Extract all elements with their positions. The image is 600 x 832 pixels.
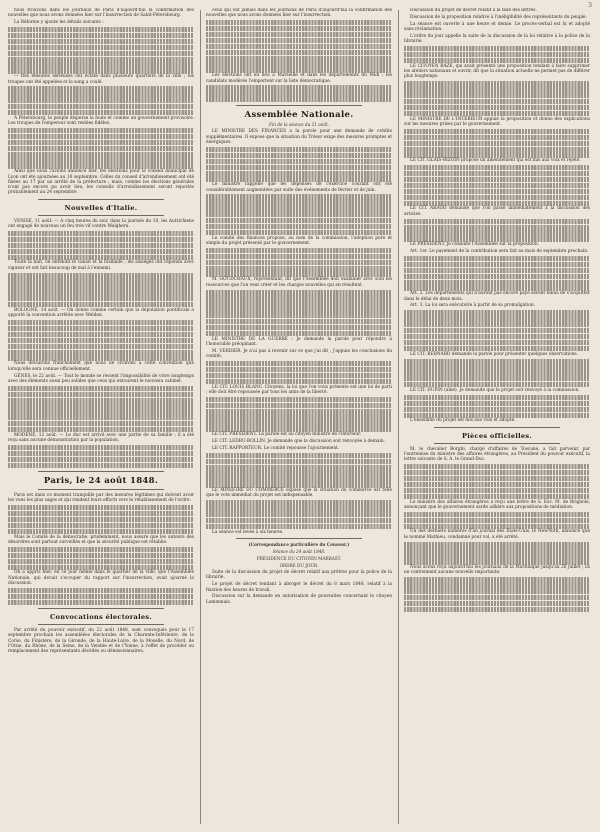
text-line xyxy=(206,367,392,372)
text-line xyxy=(206,453,392,458)
text-line xyxy=(206,512,392,517)
text-line xyxy=(206,254,392,259)
text-line xyxy=(404,58,590,63)
text-line xyxy=(206,218,392,223)
text-line xyxy=(404,470,590,475)
paris-para-2: On a appris hier, en ce jour même dans le quartier de la ville, que l'Assemblée Nationale, qui devait s'occuper du rapport sur l'insurrection, avait ajourné la discussion. xyxy=(8,570,194,586)
paris-para-0: Paris est dans ce moment tranquille par des mesures légitimes qui doivent avoir les vues les plus sages et qui rendent leurs efforts vers le rétablissement de l'ordre. xyxy=(8,493,194,504)
text-line xyxy=(404,583,590,588)
text-line xyxy=(404,274,590,279)
text-line xyxy=(404,147,590,152)
text-line xyxy=(8,600,194,605)
text-line xyxy=(404,376,590,381)
text-line xyxy=(8,421,194,426)
text-line xyxy=(206,61,392,66)
text-line xyxy=(206,260,392,265)
separator xyxy=(434,443,560,444)
text-line xyxy=(206,506,392,511)
text-line xyxy=(404,364,590,369)
text-line xyxy=(206,153,392,158)
text-line xyxy=(404,52,590,57)
text-line xyxy=(404,559,590,564)
correspondence-para-1: Le projet de décret tendant à abroger le décret du 8 mars 1848, relatif à la fixation des heures de travail. xyxy=(206,582,392,593)
separator xyxy=(236,105,362,106)
col1-intro-1: La Réforme y ajoute les détails suivants : xyxy=(14,20,104,26)
text-line xyxy=(404,225,590,230)
text-line xyxy=(404,165,590,170)
text-line xyxy=(404,99,590,104)
paris-para-1: Mais le Comité de la démocratie, prudemment, nous assure que les auteurs des désordres sont partout surveillés et que la sécurité publique est rétablie. xyxy=(8,534,194,545)
text-line xyxy=(404,407,590,412)
text-line xyxy=(404,285,590,290)
text-line xyxy=(404,553,590,558)
text-line xyxy=(8,302,194,307)
col3-para-7: LE CIT. ARAGO demande que l'on passe immédiatement à la discussion des articles. xyxy=(404,206,590,217)
col3-para-2: La séance est ouverte à une heure et demie. Le procès-verbal est lu et adopté sans réclamation. xyxy=(404,21,590,33)
text-line xyxy=(8,451,194,456)
text-line xyxy=(206,230,392,235)
col3-para-0: Discussion du projet de décret relatif à la taxe des lettres. xyxy=(410,8,537,13)
text-line xyxy=(404,464,590,469)
text-line xyxy=(206,97,392,102)
text-line xyxy=(206,271,392,276)
text-line xyxy=(404,195,590,200)
column-2 xyxy=(206,8,392,826)
text-line xyxy=(404,111,590,116)
col3-para-14: L'ensemble du projet est mis aux voix et adopté. xyxy=(410,418,516,424)
correspondence-para-0: Suite de la discussion du projet de décret relatif aux prêtres pour la police de la librairie. xyxy=(206,570,392,581)
text-line xyxy=(206,176,392,181)
text-line xyxy=(206,476,392,481)
assembly-para-1: Le ministre rappelle que les dépenses de l'exercice courant ont été considérablement augmentées par suite des événements de février et de juin. xyxy=(206,182,392,193)
text-line xyxy=(206,67,392,72)
text-line xyxy=(404,280,590,285)
text-line xyxy=(206,200,392,205)
text-line xyxy=(206,403,392,408)
text-line xyxy=(8,45,194,50)
assembly-para-11: La séance est levée à six heures. xyxy=(212,529,284,535)
text-line xyxy=(8,68,194,73)
text-line xyxy=(8,86,194,91)
text-line xyxy=(8,355,194,360)
correspondence-para-2: Discussion sur la demande en autorisation de poursuites concernant le citoyen Lamennais. xyxy=(206,594,392,605)
officials-heading: Pièces officielles. xyxy=(461,431,533,440)
text-line xyxy=(404,476,590,481)
italy-para-5: MODÈNE, 12 août. — Le duc est arrivé avec une partie de sa famille ; il a été reçu sans aucune démonstration par la population. xyxy=(8,432,194,444)
text-line xyxy=(8,249,194,254)
text-line xyxy=(8,110,194,115)
text-line xyxy=(8,273,194,278)
separator xyxy=(38,624,164,625)
text-line xyxy=(206,459,392,464)
text-line xyxy=(206,414,392,419)
text-line xyxy=(404,524,590,529)
text-line xyxy=(8,278,194,283)
text-line xyxy=(206,420,392,425)
col3-para-1: Discussion de la proposition relative à l'inéligibilité des représentants du peuple. xyxy=(410,14,587,20)
text-line xyxy=(8,140,194,145)
text-line xyxy=(8,284,194,289)
text-line xyxy=(404,334,590,339)
text-line xyxy=(8,529,194,534)
text-line xyxy=(404,87,590,92)
correspondence-presidency: PRÉSIDENCE DU CITOYEN MARRAST. xyxy=(256,556,342,562)
text-line xyxy=(404,262,590,267)
text-line xyxy=(206,20,392,25)
text-line xyxy=(206,307,392,312)
text-line xyxy=(404,322,590,327)
text-line xyxy=(404,171,590,176)
text-line xyxy=(404,189,590,194)
text-line xyxy=(8,344,194,349)
text-line xyxy=(404,219,590,224)
assembly-para-10: LE MINISTRE DU COMMERCE expose que la situation du commerce est telle que le vote immédiat du projet est indispensable. xyxy=(206,488,392,499)
text-line xyxy=(206,524,392,529)
text-line xyxy=(404,340,590,345)
text-line xyxy=(206,409,392,414)
text-line xyxy=(404,413,590,418)
text-line xyxy=(206,56,392,61)
text-line xyxy=(404,346,590,351)
text-line xyxy=(8,594,194,599)
text-line xyxy=(8,128,194,133)
text-line xyxy=(404,201,590,206)
separator xyxy=(434,427,560,428)
text-line xyxy=(206,38,392,43)
text-line xyxy=(404,152,590,157)
separator xyxy=(38,471,164,472)
text-line xyxy=(404,488,590,493)
text-line xyxy=(8,553,194,558)
text-line xyxy=(8,98,194,103)
text-line xyxy=(206,147,392,152)
separator xyxy=(236,538,362,539)
text-line xyxy=(8,427,194,432)
officials-para-3: Nous avons reçu aujourd'hui les journaux de la Martinique jusqu'au 26 juillet ; ils ne contiennent aucune nouvelle importante. xyxy=(404,565,590,576)
text-line xyxy=(206,482,392,487)
text-line xyxy=(206,373,392,378)
text-line xyxy=(206,426,392,431)
text-line xyxy=(404,607,590,612)
text-line xyxy=(404,141,590,146)
text-line xyxy=(404,316,590,321)
assembly-para-2: Le comité des finances propose, au nom de la commission, l'adoption pure et simple du projet présenté par le gouvernement. xyxy=(206,235,392,247)
text-line xyxy=(206,301,392,306)
italy-para-3: Nous déclarons franchement que nous ne croirons à cette convention que lorsqu'elle sera connue officiellement. xyxy=(8,361,194,372)
col1-intro-2: — Des émeutes sérieuses ont éclaté dans plusieurs quartiers de la ville ; les troupes ont été appelées et le sang a coulé. xyxy=(8,74,194,85)
text-line xyxy=(8,157,194,162)
correspondence-heading: (Correspondance particulière du Censeur.) xyxy=(248,542,350,548)
assembly-para-5: M. VERDIER. Je n'ai pas à revenir sur ce que j'ai dit ; j'appuie les conclusions du comité. xyxy=(206,348,392,360)
col3-para-13: LE CIT. DUPIN (aîné). Je demande que le projet soit renvoyé à la commission. xyxy=(410,387,580,393)
text-line xyxy=(404,268,590,273)
assembly-para-4: LE MINISTRE DE LA GUERRE : Je demande la parole pour répondre à l'honorable préopinant. xyxy=(206,336,392,347)
text-line xyxy=(404,135,590,140)
text-line xyxy=(206,331,392,336)
officials-para-0: M. le chevalier Borghi, chargé d'affaires de Toscane, a fait parvenir, par l'entremise du ministre des affaires étrangères, au Président du pouvoir exécutif, la lettre suivante de S. A. le Grand-Duc. xyxy=(404,446,590,463)
col3-para-9: Art. 1er. Le payement de la contribution sera fait au mois de septembre prochain. xyxy=(410,249,589,255)
text-line xyxy=(8,463,194,468)
text-line xyxy=(8,255,194,260)
col3-para-10: Art. 2. Les départements qui n'auront pas encore payé seront tenus de s'acquitter dans le délai de deux mois. xyxy=(404,291,590,302)
col3-para-11: Art. 3. La loi sera exécutoire à partir de sa promulgation. xyxy=(410,303,535,309)
text-line xyxy=(8,231,194,236)
assembly-para-9: LE CIT. RAPPORTEUR. Le comité repousse l'ajournement. xyxy=(212,445,340,451)
text-line xyxy=(8,350,194,355)
text-line xyxy=(206,295,392,300)
text-line xyxy=(8,398,194,403)
text-line xyxy=(8,511,194,516)
text-line xyxy=(404,183,590,188)
correspondence-order: ORDRE DU JOUR. xyxy=(279,563,319,569)
column-3 xyxy=(404,8,590,826)
col3-para-6: LE CIT. GLAIS-BIZOIN propose un amendement qui est mis aux voix et rejeté. xyxy=(410,158,581,164)
text-line xyxy=(206,171,392,176)
col3-para-5: LE MINISTRE DE L'INTÉRIEUR appuie la proposition et donne des explications sur les mesures prises par le gouvernement. xyxy=(404,116,590,127)
text-line xyxy=(206,313,392,318)
text-line xyxy=(206,361,392,366)
text-line xyxy=(404,401,590,406)
text-line xyxy=(8,290,194,295)
col3-para-4: LE CITOYEN BAZE, qui avait présenté une proposition tendant à faire supprimer les ateliers nationaux et ouvrir, dit que la situation actuelle ne permet pas de différer plus longtemps. xyxy=(404,63,590,80)
text-line xyxy=(8,559,194,564)
assembly-para-6: LE CIT. LOUIS BLANC. Citoyens, la loi que l'on vous présente est une loi de parti ; elle doit être repoussée par tous les amis de la liberté. xyxy=(206,384,392,395)
col2-intro-0: ceux qui ont jamais dans les journaux de Paris d'aujourd'hui la confirmation des nouvelles que nous avons données hier sur l'insurrection. xyxy=(206,8,392,19)
text-line xyxy=(404,236,590,241)
text-line xyxy=(206,248,392,253)
col1-intro-3: A Pétersbourg, le peuple disperse la foule et comme un gouvernement provisoire. Les troupes de l'empereur sont restées fidèles. xyxy=(8,115,194,127)
assembly-para-0: LE MINISTRE DES FINANCES a la parole pour une demande de crédits supplémentaires. Il expose que la situation du Trésor exige des mesures promptes et énergiques. xyxy=(206,129,392,146)
text-line xyxy=(404,370,590,375)
text-line xyxy=(404,595,590,600)
assembly-para-8: LE CIT. LEDRU-ROLLIN. Je demande que la discussion soit renvoyée à demain. xyxy=(212,439,385,445)
text-line xyxy=(404,518,590,523)
text-line xyxy=(8,62,194,67)
text-line xyxy=(206,379,392,384)
text-line xyxy=(404,482,590,487)
text-line xyxy=(404,46,590,51)
officials-para-1: Le ministre des affaires étrangères a reçu une lettre de S. Exc. M. de Brignole, annonçant que le gouvernement sarde adhère aux propositions de médiation. xyxy=(404,499,590,510)
officials-para-2: Un des derniers numéros d'un journal des États-Unis, le New-York, annonce que le nommé Mathieu, condamné pour vol, a été arrêté. xyxy=(404,529,590,540)
text-line xyxy=(8,39,194,44)
text-line xyxy=(206,85,392,90)
separator xyxy=(38,608,164,609)
column-rule-1 xyxy=(200,10,201,824)
paris-heading: Paris, le 24 août 1848. xyxy=(43,476,159,486)
col1-intro-4: Ainsi que nous l'avions annoncé hier, les élections pour le conseil municipal de Lyon ont été ajournées au 10 septembre. Celles du conseil d'arrondissement ont été fixées au 17 par un arrêté de la préfecture ; mais, comme les élections générales n'ont pas encore pu avoir lieu, les conseils d'arrondissement seront reportés probablement au 24 septembre. xyxy=(8,169,194,196)
text-line xyxy=(206,470,392,475)
text-line xyxy=(8,134,194,139)
convocations-heading: Convocations électorales. xyxy=(49,612,152,621)
text-line xyxy=(404,105,590,110)
text-line xyxy=(206,319,392,324)
text-line xyxy=(404,395,590,400)
col3-para-8: LE PRÉSIDENT. Je consulte l'Assemblée sur la proposition. xyxy=(410,242,540,248)
text-line xyxy=(8,33,194,38)
correspondence-date: Séance du 24 août 1848. xyxy=(272,549,326,555)
text-line xyxy=(8,415,194,420)
text-line xyxy=(8,547,194,552)
text-line xyxy=(8,320,194,325)
text-line xyxy=(8,392,194,397)
text-line xyxy=(8,409,194,414)
text-line xyxy=(404,494,590,499)
text-line xyxy=(8,237,194,242)
text-line xyxy=(8,57,194,62)
text-line xyxy=(8,152,194,157)
text-line xyxy=(206,397,392,402)
text-line xyxy=(206,266,392,271)
text-line xyxy=(206,224,392,229)
text-line xyxy=(8,565,194,570)
text-line xyxy=(8,92,194,97)
text-line xyxy=(404,589,590,594)
text-line xyxy=(8,523,194,528)
italy-para-1: Toute la nuit, on entendit le canon et la fusillade ; les assiégés ont répondu avec vigueur et ont fait beaucoup de mal à l'ennemi. xyxy=(8,260,194,271)
text-line xyxy=(404,512,590,517)
text-line xyxy=(206,159,392,164)
text-line xyxy=(206,206,392,211)
text-line xyxy=(206,91,392,96)
col2-intro-1: Les élections ont eu lieu à Marseille et dans les départements du Midi ; les candidats modérés l'emportent sur la liste démocratique. xyxy=(206,73,392,84)
text-line xyxy=(404,93,590,98)
assembly-para-3: M. GOUDCHAUX, représentant, dit que l'Assemblée doit examiner avec soin les ressources que l'on veut créer et les charges nouvelles qui en résultent. xyxy=(206,277,392,288)
col3-para-3: L'ordre du jour appelle la suite de la discussion de la loi relative à la police de la librairie. xyxy=(404,33,590,45)
text-line xyxy=(404,328,590,333)
text-line xyxy=(206,50,392,55)
text-line xyxy=(404,256,590,261)
separator xyxy=(38,215,164,216)
text-line xyxy=(206,325,392,330)
text-line xyxy=(8,326,194,331)
col3-para-12: LE CIT. BERNARD demande la parole pour présenter quelques observations. xyxy=(410,351,578,357)
text-line xyxy=(8,243,194,248)
convocations-para-0: Par arrêté du pouvoir exécutif, du 22 août 1848, sont convoqués pour le 17 septembre prochain les assemblées électorales de la Charente-Inférieure, de la Corse, du Finistère, de la Gironde, de la Haute-Loire, de la Moselle, du Nord, de l'Orne, du Rhône, de la Seine, de la Vendée et de l'Yonne, à l'effet de procéder au remplacement des représentants décédés ou démissionnaires. xyxy=(8,627,194,655)
text-line xyxy=(8,588,194,593)
col1-intro-0: nous trouvons dans les journaux de Paris d'aujourd'hui la confirmation des nouvelles que nous avons données hier sur l'insurrection de Saint-Pétersbourg. xyxy=(8,8,194,19)
text-line xyxy=(8,517,194,522)
text-line xyxy=(8,163,194,168)
text-line xyxy=(206,290,392,295)
italy-para-2: BOLOGNE, 14 août. — On donne comme certain que la députation pontificale a apporté la convention arrêtée avec Welden. xyxy=(8,307,194,319)
text-line xyxy=(8,457,194,462)
text-line xyxy=(404,81,590,86)
text-line xyxy=(404,577,590,582)
separator xyxy=(38,489,164,490)
italy-para-4: GÊNES, le 22 août. — Tout le monde se ressent l'impossibilité de vivre longtemps avec des éléments aussi peu solides que ceux qui entourent le nouveau cabinet. xyxy=(8,373,194,384)
text-line xyxy=(8,445,194,450)
text-line xyxy=(404,542,590,547)
text-line xyxy=(206,518,392,523)
text-line xyxy=(8,146,194,151)
text-line xyxy=(8,332,194,337)
text-line xyxy=(404,547,590,552)
italy-heading: Nouvelles d'Italie. xyxy=(64,203,138,212)
text-line xyxy=(404,177,590,182)
text-line xyxy=(8,104,194,109)
assembly-subheading: Fin de la séance du 21 août. xyxy=(268,122,329,128)
text-line xyxy=(8,338,194,343)
text-line xyxy=(206,212,392,217)
text-line xyxy=(206,26,392,31)
text-line xyxy=(206,32,392,37)
text-line xyxy=(206,165,392,170)
text-line xyxy=(8,27,194,32)
page-number: 3 xyxy=(588,2,592,9)
separator xyxy=(38,199,164,200)
text-line xyxy=(206,194,392,199)
italy-para-0: VENISE, 11 août. — A cinq heures du soir, dans la journée du 10, les Autrichiens ont engagé de nouveau un feu très vif contre Malghera. xyxy=(8,218,194,230)
column-rule-2 xyxy=(398,10,399,824)
column-1 xyxy=(8,8,194,826)
assembly-para-7: LE CIT. PRÉSIDENT. La parole est au citoyen ministre de l'intérieur. xyxy=(212,432,362,438)
text-line xyxy=(8,505,194,510)
text-line xyxy=(404,382,590,387)
text-line xyxy=(8,386,194,391)
text-line xyxy=(8,403,194,408)
text-line xyxy=(206,500,392,505)
text-line xyxy=(404,230,590,235)
text-line xyxy=(404,359,590,364)
text-line xyxy=(404,310,590,315)
text-line xyxy=(404,601,590,606)
text-line xyxy=(206,465,392,470)
text-line xyxy=(8,51,194,56)
text-line xyxy=(404,129,590,134)
assembly-heading: Assemblée Nationale. xyxy=(244,110,354,121)
text-line xyxy=(206,44,392,49)
text-line xyxy=(8,296,194,301)
